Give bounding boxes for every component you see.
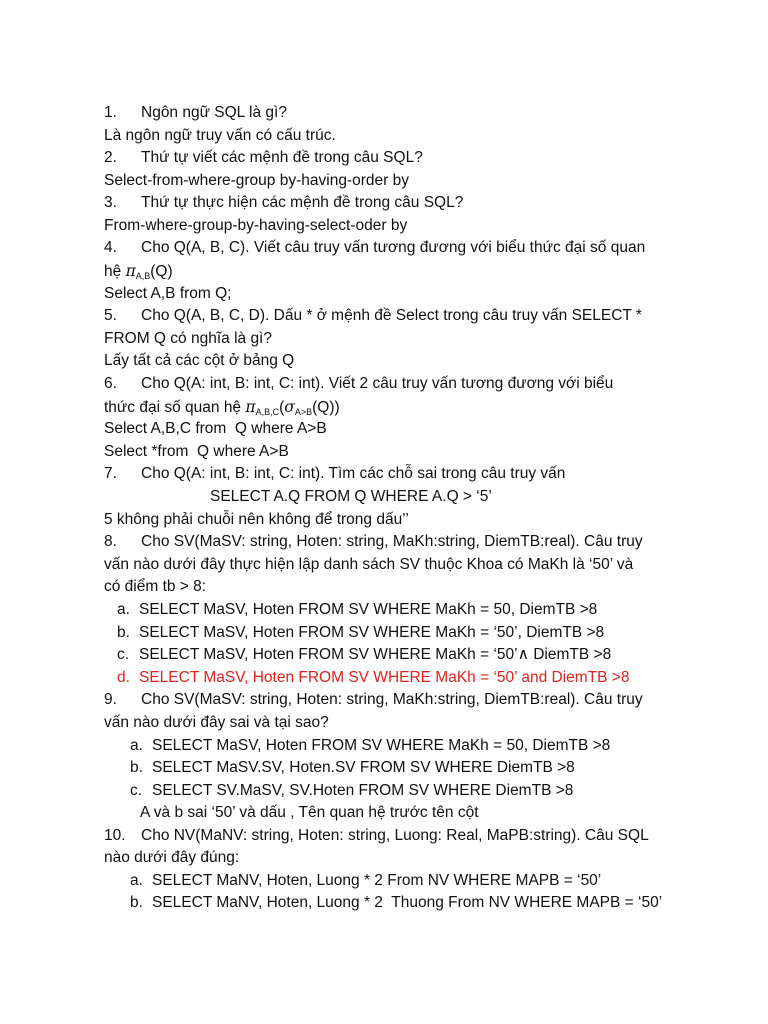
question-3: 3. Thứ tự thực hiện các mệnh đề trong câu SQL?	[104, 194, 464, 211]
answer-1: Là ngôn ngữ truy vấn có cấu trúc.	[104, 127, 336, 144]
question-9-cont: vấn nào dưới đây sai và tại sao?	[104, 714, 329, 731]
question-7-query: SELECT A.Q FROM Q WHERE A.Q > ‘5’	[210, 488, 492, 505]
question-1: 1. Ngôn ngữ SQL là gì?	[104, 104, 287, 121]
answer-5: Lấy tất cả các cột ở bảng Q	[104, 352, 295, 369]
pi-symbol: π	[245, 398, 256, 416]
question-4-cont: hệ $\pi_{A,B}(Q)$	[104, 262, 173, 281]
answer-6-query-2: Select *from Q where A>B	[104, 443, 289, 460]
q10-option-a: a. SELECT MaNV, Hoten, Luong * 2 From NV WHERE MAPB = ‘50’	[130, 872, 602, 889]
answer-3: From-where-group-by-having-select-oder by	[104, 217, 408, 234]
sigma-symbol: σ	[284, 398, 295, 416]
question-8: 8. Cho SV(MaSV: string, Hoten: string, MaKh:string, DiemTB:real). Câu truy	[104, 533, 643, 550]
q9-option-a: a. SELECT MaSV, Hoten FROM SV WHERE MaKh = 50, DiemTB >8	[130, 737, 611, 754]
answer-2: Select-from-where-group by-having-order by	[104, 172, 409, 189]
answer-4: Select A,B from Q;	[104, 285, 232, 302]
question-4: 4. Cho Q(A, B, C). Viết câu truy vấn tương đương với biểu thức đại số quan	[104, 239, 646, 256]
question-5-cont: FROM Q có nghĩa là gì?	[104, 330, 272, 347]
question-7: 7. Cho Q(A: int, B: int, C: int). Tìm các chỗ sai trong câu truy vấn	[104, 465, 566, 482]
q8-option-d-correct: d. SELECT MaSV, Hoten FROM SV WHERE MaKh = ‘50’ and DiemTB >8	[117, 669, 630, 686]
pi-symbol: π	[125, 262, 136, 280]
q9-option-c: c. SELECT SV.MaSV, SV.Hoten FROM SV WHERE DiemTB >8	[130, 782, 574, 799]
question-6-cont: thức đại số quan hệ $\pi_{A,B,C}(\sigma_{A>B}(Q))$	[104, 398, 340, 417]
question-10-cont: nào dưới đây đúng:	[104, 849, 240, 866]
question-9: 9. Cho SV(MaSV: string, Hoten: string, MaKh:string, DiemTB:real). Câu truy	[104, 691, 643, 708]
question-5: 5. Cho Q(A, B, C, D). Dấu * ở mệnh đề Select trong câu truy vấn SELECT *	[104, 307, 642, 324]
question-8-cont-1: vấn nào dưới đây thực hiện lập danh sách SV thuộc Khoa có MaKh là ‘50’ và	[104, 556, 634, 573]
q8-option-c: c. SELECT MaSV, Hoten FROM SV WHERE MaKh = ‘50’∧ DiemTB >8	[117, 646, 612, 663]
answer-7: 5 không phải chuỗi nên không để trong dấu’’	[104, 511, 409, 528]
question-2: 2. Thứ tự viết các mệnh đề trong câu SQL?	[104, 149, 423, 166]
question-6: 6. Cho Q(A: int, B: int, C: int). Viết 2 câu truy vấn tương đương với biểu	[104, 375, 614, 392]
question-10: 10. Cho NV(MaNV: string, Hoten: string, Luong: Real, MaPB:string). Câu SQL	[104, 827, 649, 844]
q8-option-a: a. SELECT MaSV, Hoten FROM SV WHERE MaKh = 50, DiemTB >8	[117, 601, 598, 618]
answer-6-query-1: Select A,B,C from Q where A>B	[104, 420, 327, 437]
answer-9: A và b sai ‘50’ và dấu , Tên quan hệ trước tên cột	[140, 804, 479, 821]
q8-option-b: b. SELECT MaSV, Hoten FROM SV WHERE MaKh = ‘50’, DiemTB >8	[117, 624, 605, 641]
question-8-cont-2: có điểm tb > 8:	[104, 578, 207, 595]
q9-option-b: b. SELECT MaSV.SV, Hoten.SV FROM SV WHERE DiemTB >8	[130, 759, 575, 776]
q10-option-b: b. SELECT MaNV, Hoten, Luong * 2 Thuong From NV WHERE MAPB = ‘50’	[130, 894, 663, 911]
